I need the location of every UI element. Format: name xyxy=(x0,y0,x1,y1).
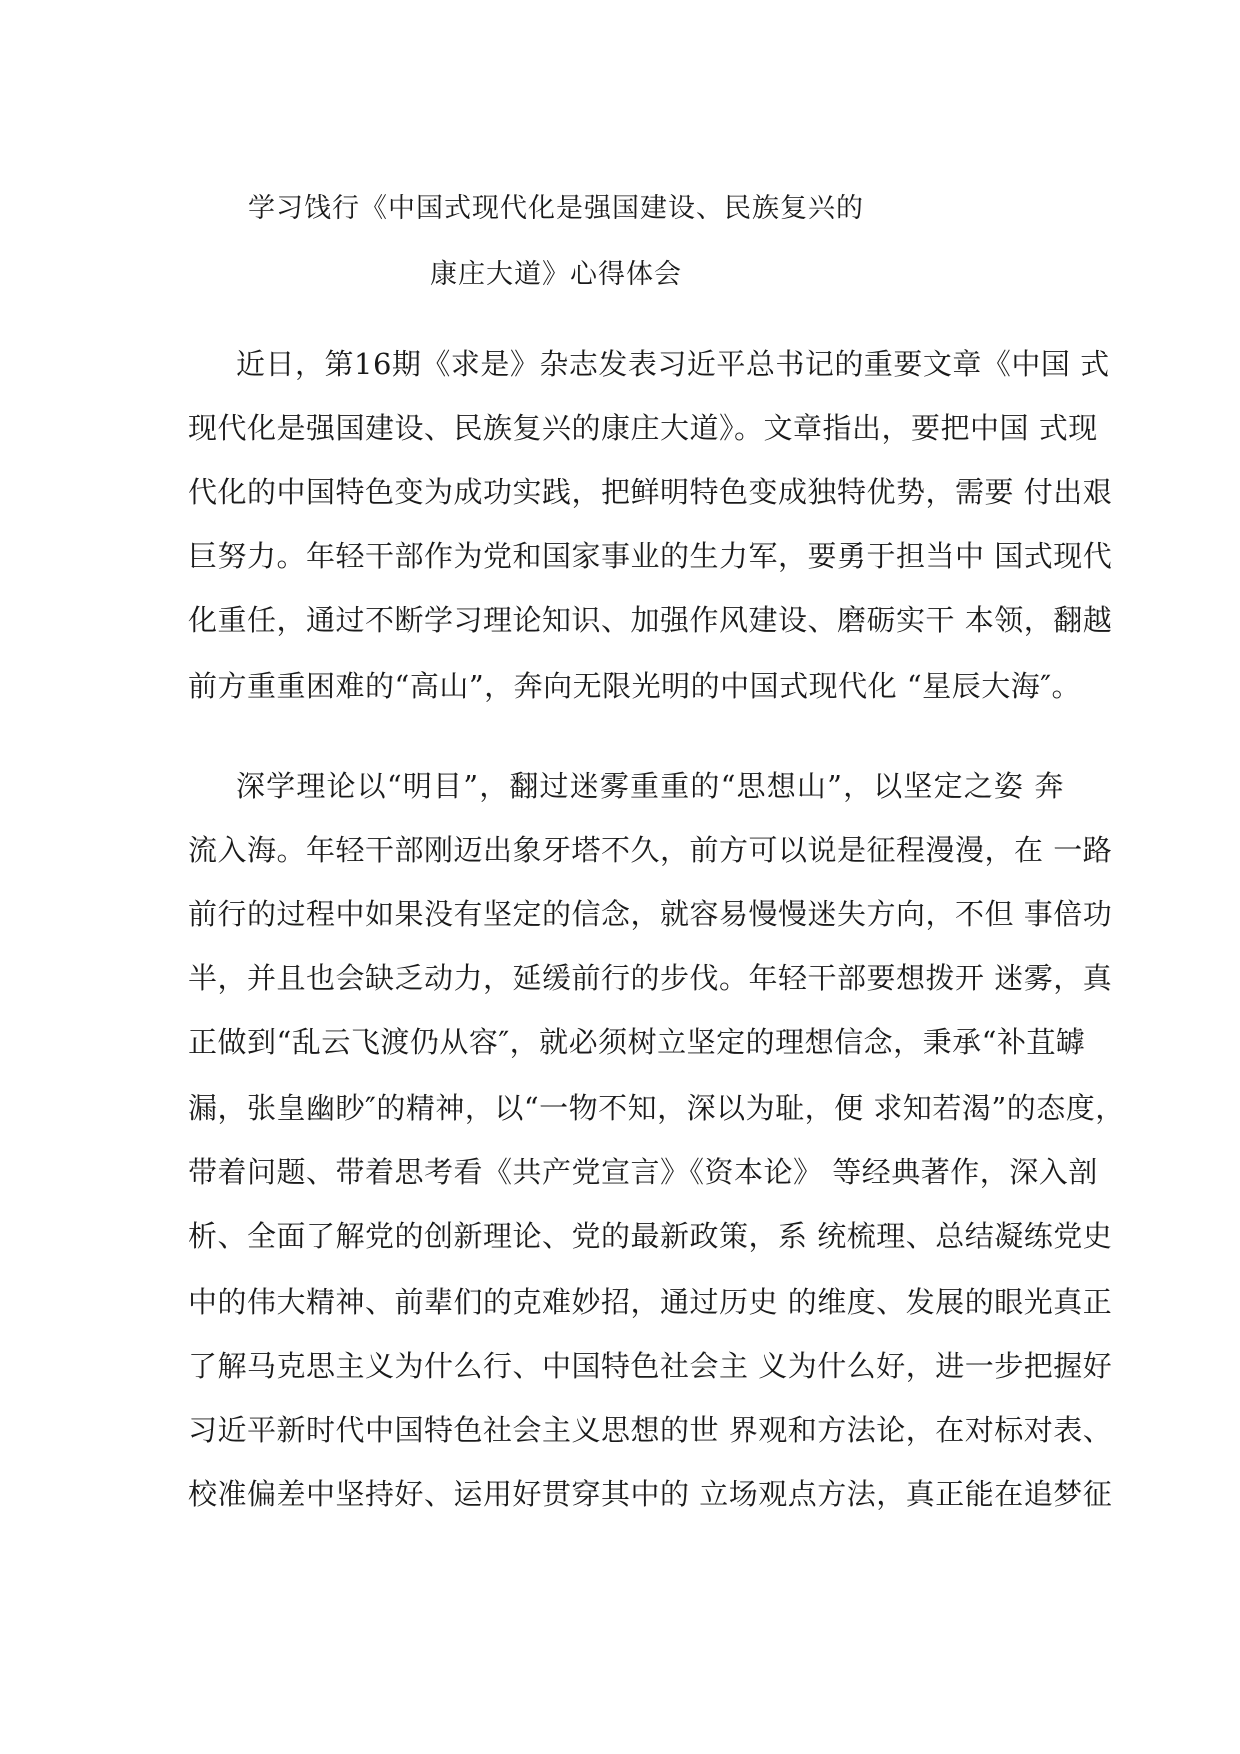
document-title-line-1: 学习饯行《中国式现代化是强国建设、民族复兴的 xyxy=(248,193,864,224)
paragraph-1-line-4: 巨努力。年轻干部作为党和国家事业的生力军，要勇于担当中 国式现代 xyxy=(188,539,1113,573)
paragraph-1-line-5: 化重任，通过不断学习理论知识、加强作风建设、磨砺实干 本领，翻越 xyxy=(188,603,1113,637)
paragraph-2-line-10: 了解马克思主义为什么行、中国特色社会主 义为什么好，进一步把握好 xyxy=(188,1349,1113,1383)
paragraph-2-line-3: 前行的过程中如果没有坚定的信念，就容易慢慢迷失方向，不但 事倍功 xyxy=(188,897,1113,931)
paragraph-2-line-6: 漏，张皇幽眇″的精神，以“一物不知，深以为耻，便 求知若渴”的态度， xyxy=(188,1091,1125,1125)
paragraph-1-line-2: 现代化是强国建设、民族复兴的康庄大道》。文章指出，要把中国 式现 xyxy=(188,411,1098,445)
paragraph-2-line-12: 校准偏差中坚持好、运用好贯穿其中的 立场观点方法，真正能在追梦征 xyxy=(188,1477,1113,1511)
paragraph-2-line-9: 中的伟大精神、前辈们的克难妙招，通过历史 的维度、发展的眼光真正 xyxy=(188,1285,1113,1319)
paragraph-2-line-5: 正做到“乱云飞渡仍从容″，就必须树立坚定的理想信念，秉承“补苴罅 xyxy=(188,1025,1086,1059)
paragraph-2-line-11: 习近平新时代中国特色社会主义思想的世 界观和方法论，在对标对表、 xyxy=(188,1413,1113,1447)
paragraph-2-line-2: 流入海。年轻干部刚迈出象牙塔不久，前方可以说是征程漫漫，在 一路 xyxy=(188,833,1113,867)
paragraph-2-line-8: 析、全面了解党的创新理论、党的最新政策，系 统梳理、总结凝练党史 xyxy=(188,1219,1113,1253)
paragraph-2-line-1: 深学理论以“明目”，翻过迷雾重重的“思想山”，以坚定之姿 奔 xyxy=(236,769,1064,803)
paragraph-1-line-3: 代化的中国特色变为成功实践，把鲜明特色变成独特优势，需要 付出艰 xyxy=(188,475,1113,509)
paragraph-1-line-6: 前方重重困难的“高山”，奔向无限光明的中国式现代化 “星辰大海″。 xyxy=(188,669,1082,703)
paragraph-1-line-1: 近日，第16期《求是》杂志发表习近平总书记的重要文章《中国 式 xyxy=(236,347,1110,381)
paragraph-2-line-7: 带着问题、带着思考看《共产党宣言》《资本论》 等经典著作，深入剖 xyxy=(188,1155,1098,1189)
document-title-line-2: 康庄大道》心得体会 xyxy=(430,259,682,290)
paragraph-2-line-4: 半，并且也会缺乏动力，延缓前行的步伐。年轻干部要想拨开 迷雾，真 xyxy=(188,961,1113,995)
